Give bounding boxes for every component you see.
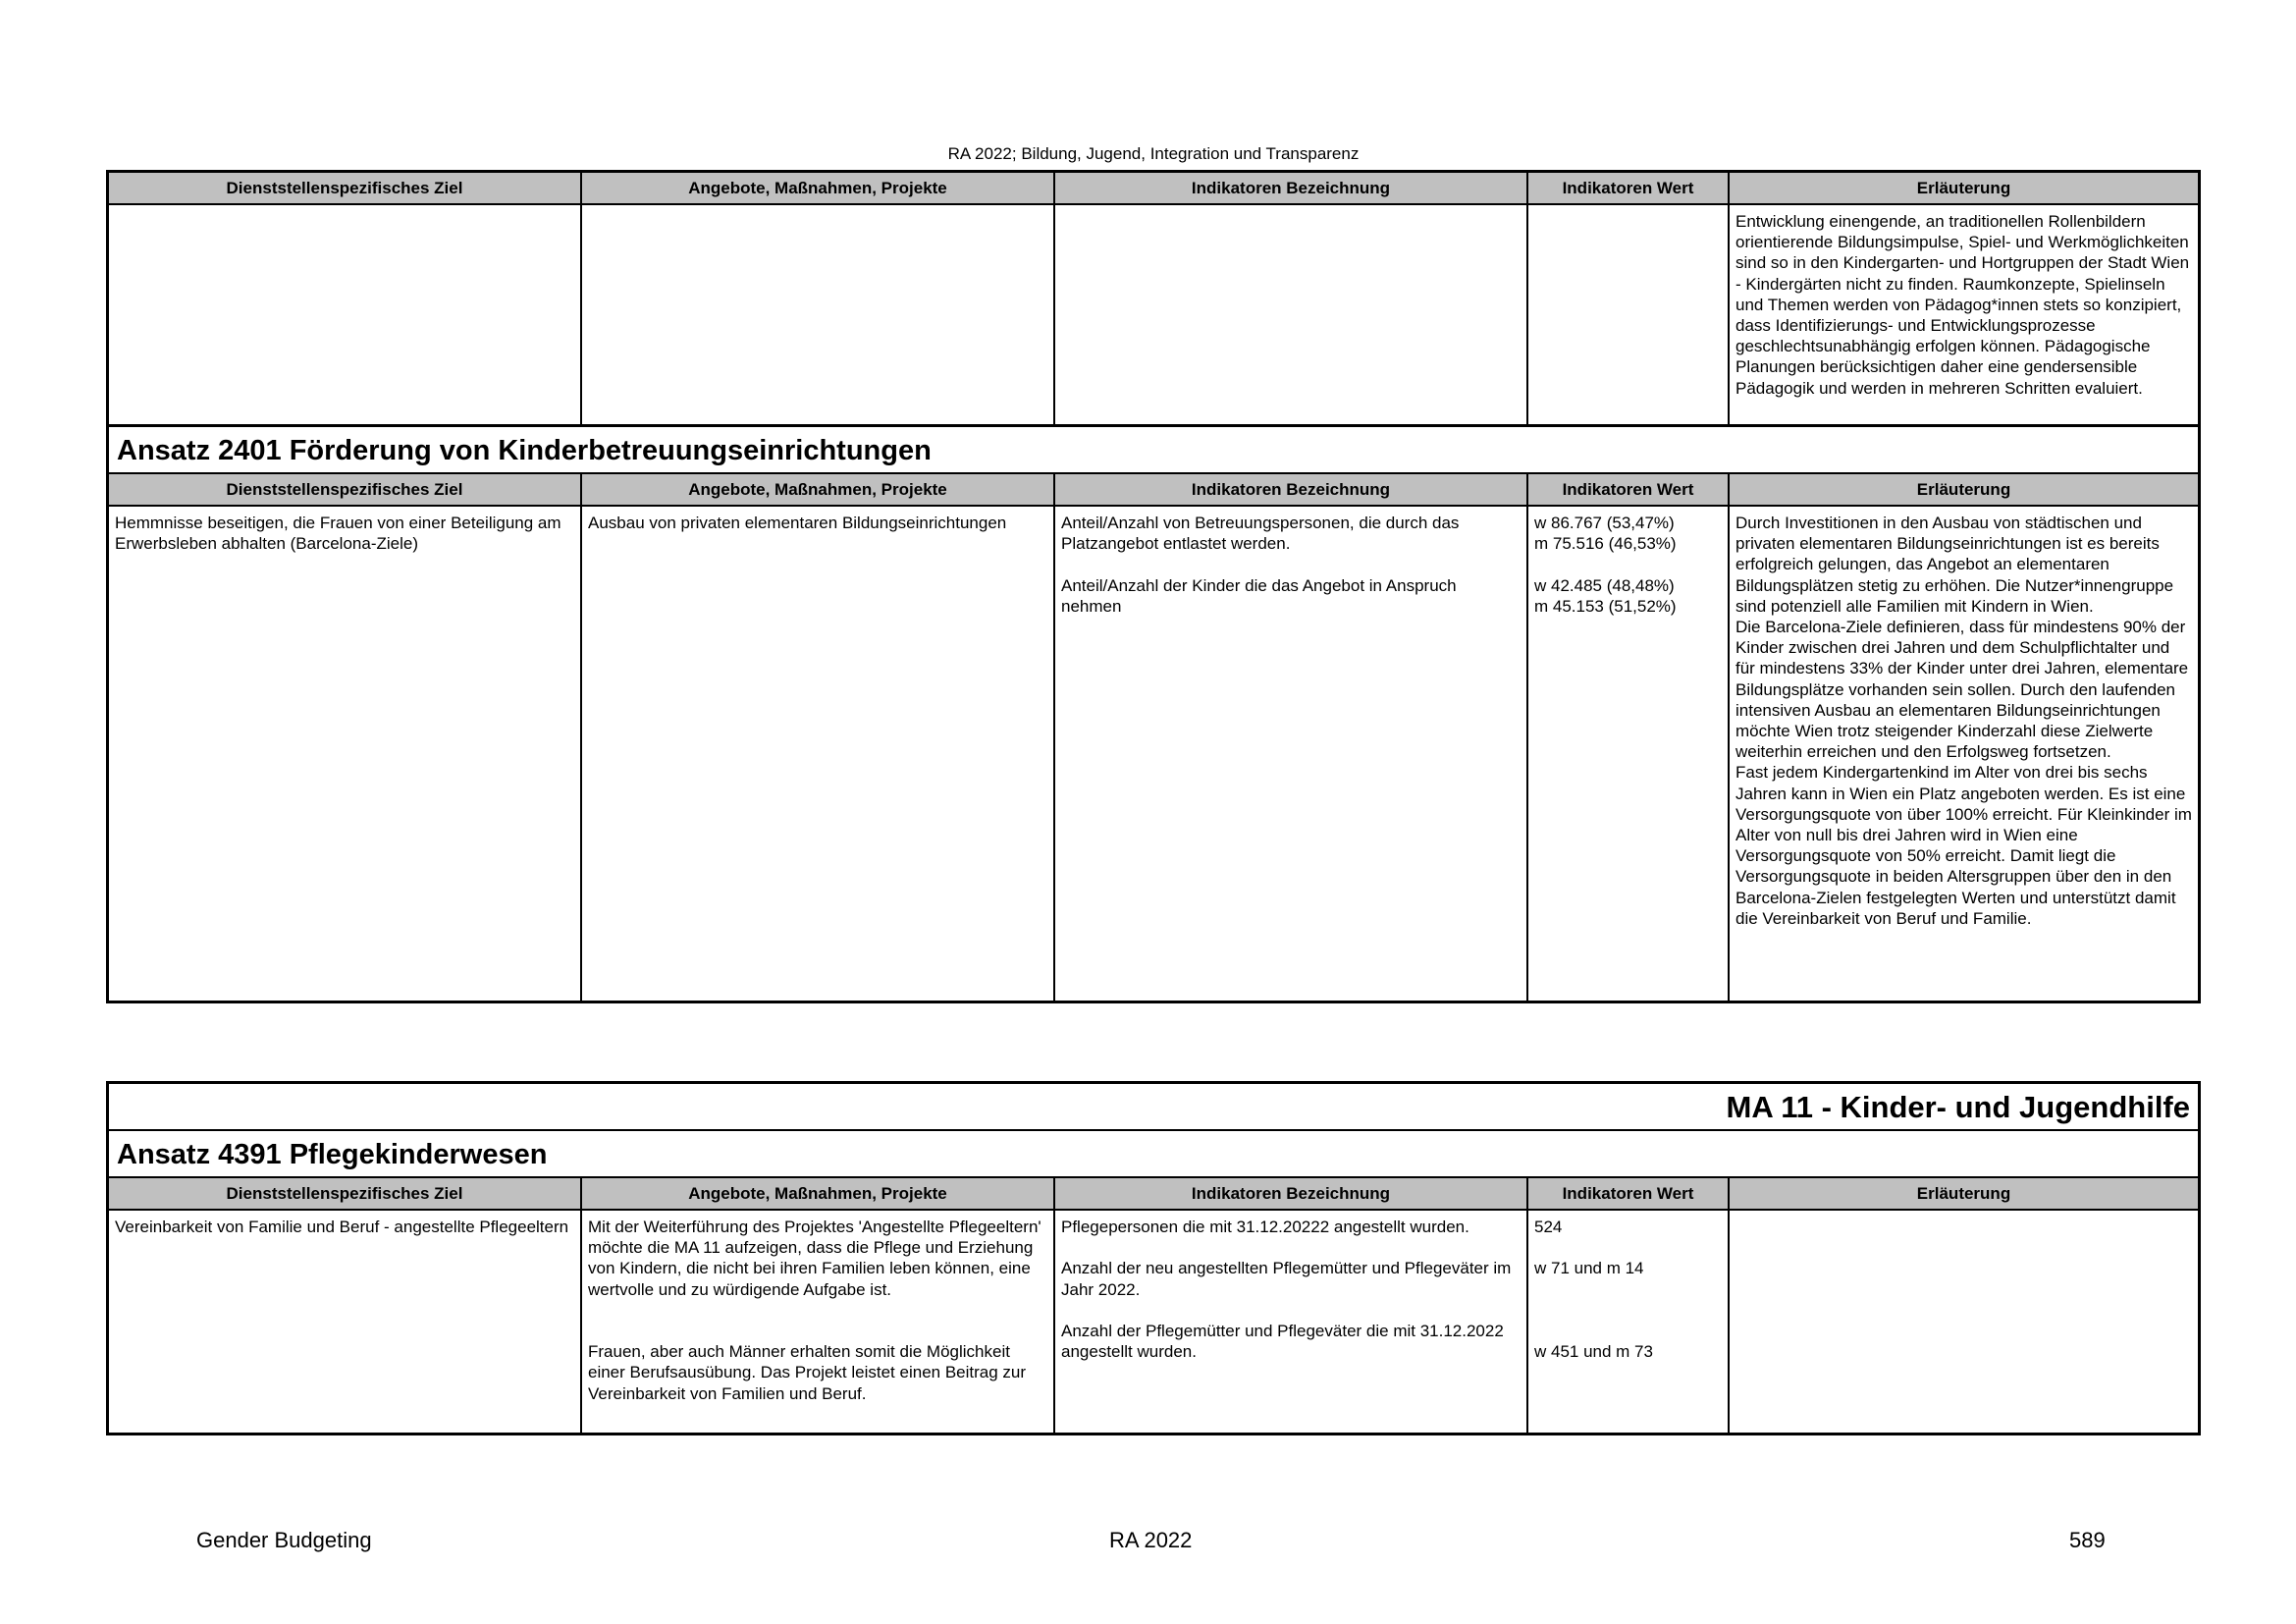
table-header-row [109, 173, 2198, 205]
column-header-erlaeuterung: Erläuterung [1916, 1184, 2011, 1203]
column-header-erlaeuterung: Erläuterung [1916, 480, 2011, 499]
footer-left: Gender Budgeting [196, 1528, 372, 1552]
cell-ziel [109, 205, 582, 424]
page-header: RA 2022; Bildung, Jugend, Integration und Transparenz [947, 144, 1360, 163]
cell-ziel: Vereinbarkeit von Familie und Beruf - angestellte Pflegeeltern [109, 1211, 582, 1433]
column-header-wert: Indikatoren Wert [1528, 173, 1730, 203]
cell-erlaeuterung: Entwicklung einengende, an traditionellen Rollenbildern orientierende Bildungsimpulse, Spiel- und Werkmöglichkeiten sind so in den Kindergarten- und Hortgruppen der Stadt Wien - Kindergärten nicht zu finden. Raumkonzepte, Spielinseln und Themen werden von Pädagog*innen stets so konzipiert, dass Identifizierungs- und Entwicklungsprozesse geschlechtsunabhängig erfolgen können. Pädagogische Planungen berücksichtigen daher eine gendersensible Pädagogik und werden in mehreren Schritten evaluiert. [1735, 212, 2190, 398]
cell-bezeichnung: Anteil/Anzahl von Betreuungspersonen, die durch das Platzangebot entlastet werden. Anteil/Anzahl der Kinder die das Angebot in Anspruch nehmen [1055, 507, 1528, 1001]
column-header-ziel: Dienststellenspezifisches Ziel [109, 1178, 582, 1209]
section-title-2401: Ansatz 2401 Förderung von Kinderbetreuungseinrichtungen [109, 427, 2198, 474]
table-row [109, 507, 2198, 1001]
cell-angebote [582, 205, 1055, 424]
table-header-row [109, 1178, 2198, 1211]
column-header-angebote: Angebote, Maßnahmen, Projekte [582, 474, 1055, 505]
cell-wert: 524 w 71 und m 14 w 451 und m 73 [1528, 1211, 1730, 1433]
department-title: MA 11 - Kinder- und Jugendhilfe [109, 1084, 2198, 1131]
column-header-bezeichnung: Indikatoren Bezeichnung [1055, 474, 1528, 505]
cell-erlaeuterung: Durch Investitionen in den Ausbau von städtischen und privaten elementaren Bildungseinrichtungen ist es bereits erfolgreich gelungen, das Angebot an elementaren Bildungsplätzen stetig zu erhöhen. Die Nutzer*innengruppe sind potenziell alle Familien mit Kindern in Wien. Die Barcelona-Ziele definieren, dass für mindestens 90% der Kinder zwischen drei Jahren und dem Schulpflichtalter und für mindestens 33% der Kinder unter drei Jahren, elementare Bildungsplätze vorhanden sein sollen. Durch den laufenden intensiven Ausbau an elementaren Bildungseinrichtungen möchte Wien trotz steigender Kinderzahl diese Zielwerte weiterhin erreichen und den Erfolgsweg fortsetzen. Fast jedem Kindergartenkind im Alter von drei bis sechs Jahren kann in Wien ein Platz angeboten werden. Es ist eine Versorgungsquote von über 100% erreicht. Für Kleinkinder im Alter von null bis drei Jahren wird in Wien eine Versorgungsquote von 50% erreicht. Damit liegt die Versorgungsquote in beiden Altersgruppen über den in den Barcelona-Zielen festgelegten Werten und unterstützt damit die Vereinbarkeit von Beruf und Familie. [1735, 514, 2192, 928]
column-header-angebote: Angebote, Maßnahmen, Projekte [582, 173, 1055, 203]
cell-ziel: Hemmnisse beseitigen, die Frauen von einer Beteiligung am Erwerbsleben abhalten (Barcelona-Ziele) [109, 507, 582, 1001]
footer-center: RA 2022 [1109, 1528, 1193, 1552]
column-header-wert: Indikatoren Wert [1528, 474, 1730, 505]
table-pflegekinderwesen [106, 1081, 2201, 1435]
column-header-angebote: Angebote, Maßnahmen, Projekte [582, 1178, 1055, 1209]
cell-bezeichnung [1055, 205, 1528, 424]
table-kinderbetreuung [106, 170, 2201, 1003]
column-header-bezeichnung: Indikatoren Bezeichnung [1055, 173, 1528, 203]
cell-erlaeuterung [1730, 1211, 2198, 1433]
column-header-bezeichnung: Indikatoren Bezeichnung [1055, 1178, 1528, 1209]
table-header-row [109, 474, 2198, 507]
footer-page-number: 589 [2069, 1528, 2106, 1552]
table-row [109, 1211, 2198, 1433]
column-header-ziel: Dienststellenspezifisches Ziel [109, 173, 582, 203]
cell-wert [1528, 205, 1730, 424]
cell-angebote: Ausbau von privaten elementaren Bildungseinrichtungen [582, 507, 1055, 1001]
column-header-wert: Indikatoren Wert [1528, 1178, 1730, 1209]
cell-wert: w 86.767 (53,47%) m 75.516 (46,53%) w 42.485 (48,48%) m 45.153 (51,52%) [1528, 507, 1730, 1001]
column-header-erlaeuterung: Erläuterung [1916, 179, 2011, 197]
cell-bezeichnung: Pflegepersonen die mit 31.12.20222 angestellt wurden. Anzahl der neu angestellten Pflegemütter und Pflegeväter im Jahr 2022. Anzahl der Pflegemütter und Pflegeväter die mit 31.12.2022 angestellt wurden. [1055, 1211, 1528, 1433]
section-title-4391: Ansatz 4391 Pflegekinderwesen [109, 1131, 2198, 1178]
cell-angebote: Mit der Weiterführung des Projektes 'Angestellte Pflegeeltern' möchte die MA 11 aufzeigen, dass die Pflege und Erziehung von Kindern, die nicht bei ihren Familien leben können, eine wertvolle und zu würdigende Aufgabe ist. Frauen, aber auch Männer erhalten somit die Möglichkeit einer Berufsausübung. Das Projekt leistet einen Beitrag zur Vereinbarkeit von Familien und Beruf. [582, 1211, 1055, 1433]
table-row [109, 205, 2198, 427]
column-header-ziel: Dienststellenspezifisches Ziel [109, 474, 582, 505]
